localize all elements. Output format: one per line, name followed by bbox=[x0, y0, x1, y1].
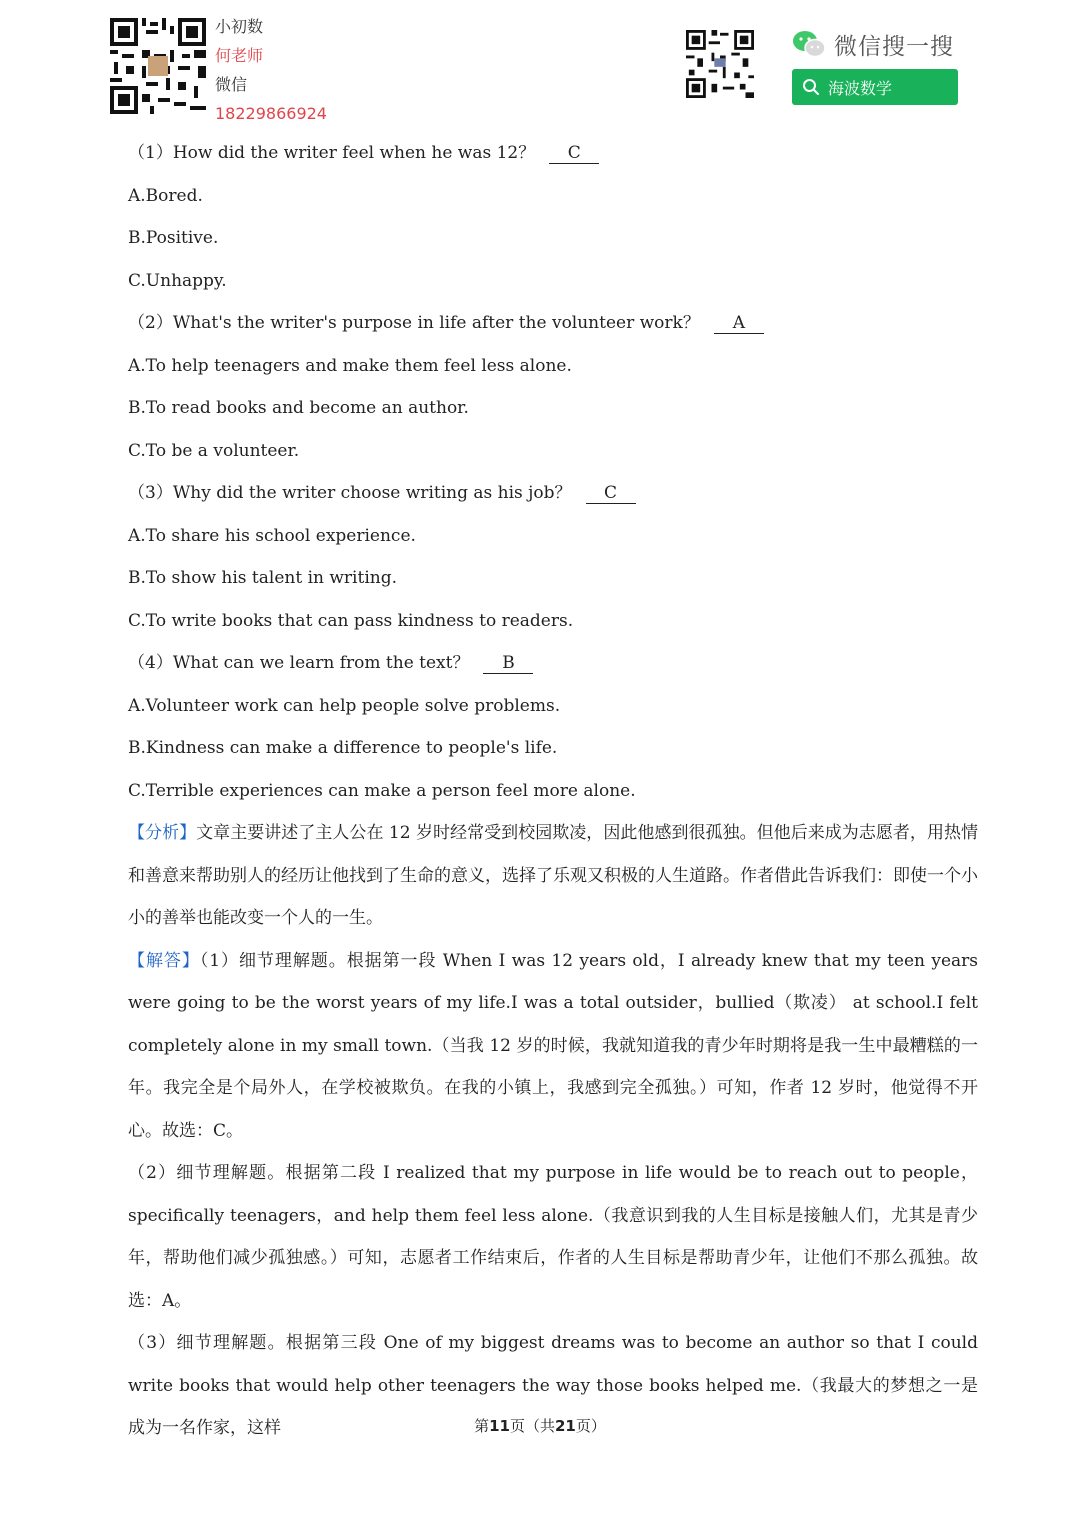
option: B.Positive. bbox=[128, 228, 219, 248]
option: C.Terrible experiences can make a person feel more alone. bbox=[128, 780, 636, 801]
solution-paragraph bbox=[128, 940, 978, 1153]
solution-paragraph: （2）细节理解题。根据第二段 I realized that my purpose in life would be to reach out to people，specifically teenagers，and help them feel less alone.（我意识到我的人生目标是接触人们，尤其是青少年，帮助他们减少孤独感。）可知，志愿者工作结束后，作者的人生目标是帮助青少年，让他们不那么孤独。故选：A。 bbox=[128, 1163, 978, 1311]
option: A.To help teenagers and make them feel less alone. bbox=[128, 355, 572, 376]
option: C.To write books that can pass kindness to readers. bbox=[128, 610, 574, 631]
option: A.Bored. bbox=[128, 185, 203, 206]
page-footer bbox=[0, 1415, 1080, 1436]
wechat-qr-code bbox=[686, 30, 754, 98]
option: C.To be a volunteer. bbox=[128, 440, 300, 461]
answer-blank: C bbox=[549, 143, 599, 164]
option: A.To share his school experience. bbox=[128, 525, 416, 546]
option: A.Volunteer work can help people solve problems. bbox=[128, 695, 561, 716]
solution-paragraph: （3）细节理解题。根据第三段 One of my biggest dreams was to become an author so that I could write books that would help other teenagers the way those books helped me.（我最大的梦想之一是成为一名作家，这样 bbox=[128, 1333, 978, 1438]
page-number: 11 bbox=[489, 1417, 510, 1435]
contact-line: 何老师 bbox=[215, 46, 264, 65]
page-total: 21 bbox=[555, 1417, 576, 1435]
footer-text: 页（共 bbox=[509, 1417, 555, 1435]
contact-phone: 18229866924 bbox=[215, 104, 327, 123]
question-text: （1）How did the writer feel when he was 12？ bbox=[128, 143, 536, 163]
question-text: （3）Why did the writer choose writing as his job？ bbox=[128, 483, 572, 503]
footer-text: 页） bbox=[575, 1417, 606, 1435]
answer-blank: B bbox=[483, 653, 533, 674]
contact-info bbox=[215, 12, 327, 128]
solution-tag: 【解答】 bbox=[128, 950, 200, 971]
option: B.To read books and become an author. bbox=[128, 398, 469, 418]
question-stem bbox=[128, 472, 978, 515]
qr-code-icon bbox=[110, 18, 206, 114]
question-stem bbox=[128, 132, 978, 175]
wechat-title: 微信搜一搜 bbox=[834, 33, 954, 60]
question-stem bbox=[128, 642, 978, 685]
contact-line: 小初数 bbox=[215, 17, 264, 36]
option: C.Unhappy. bbox=[128, 270, 227, 291]
question-text: （4）What can we learn from the text？ bbox=[128, 653, 470, 673]
analysis-paragraph bbox=[128, 812, 978, 940]
search-icon bbox=[802, 78, 820, 96]
solution-text: （1）细节理解题。根据第一段 When I was 12 years old，I already knew that my teen years were going to be the worst years of my life.I was a total outsider，bullied（欺凌） at school.I felt completely alone in my small town.（当我 12 岁的时候，我就知道我的青少年时期将是我一生中最糟糕的一年。我完全是个局外人，在学校被欺负。在我的小镇上，我感到完全孤独。）可知，作者 12 岁时，他觉得不开心。故选：C。 bbox=[128, 950, 978, 1141]
question-text: （2）What's the writer's purpose in life after the volunteer work？ bbox=[128, 313, 700, 333]
wechat-search-widget bbox=[792, 27, 962, 105]
page-header bbox=[0, 0, 1080, 125]
document-body bbox=[128, 132, 978, 1450]
analysis-text: 文章主要讲述了主人公在 12 岁时经常受到校园欺凌，因此他感到很孤独。但他后来成为志愿者，用热情和善意来帮助别人的经历让他找到了生命的意义，选择了乐观又积极的人生道路。作者借此告诉我们：即使一个小小的善举也能改变一个人的一生。 bbox=[128, 823, 979, 928]
wechat-logo-icon bbox=[792, 30, 826, 58]
wechat-search-button[interactable] bbox=[792, 69, 958, 105]
answer-blank: A bbox=[714, 313, 764, 334]
contact-qr-code bbox=[110, 18, 206, 114]
footer-text: 第 bbox=[474, 1417, 490, 1435]
option: B.Kindness can make a difference to people's life. bbox=[128, 738, 558, 758]
qr-code-icon bbox=[686, 30, 754, 98]
question-stem bbox=[128, 302, 978, 345]
answer-blank: C bbox=[586, 483, 636, 504]
wechat-search-label: 海波数学 bbox=[828, 78, 893, 98]
contact-line: 微信 bbox=[215, 75, 248, 94]
option: B.To show his talent in writing. bbox=[128, 568, 397, 588]
analysis-tag: 【分析】 bbox=[128, 823, 197, 843]
